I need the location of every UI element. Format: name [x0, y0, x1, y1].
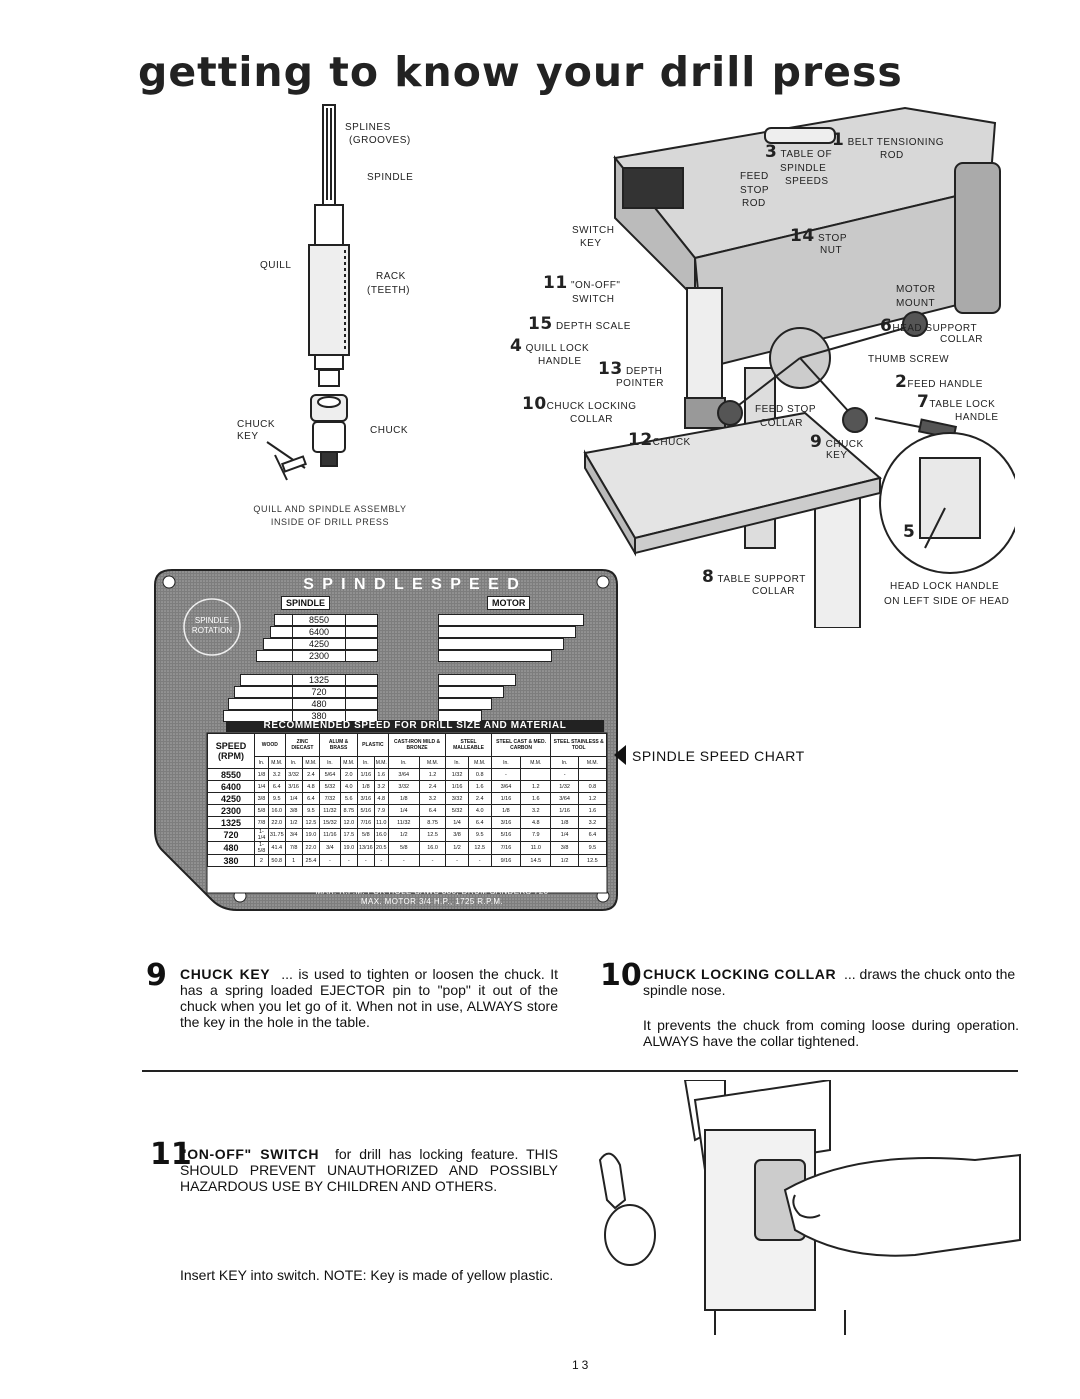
table-cell: 3/8	[446, 829, 468, 842]
table-cell: 12.5	[578, 855, 606, 867]
table-cell: 5/32	[320, 781, 341, 793]
table-cell: 4.8	[302, 781, 320, 793]
label-on-off-switch: SWITCH	[572, 294, 615, 305]
table-cell: 2	[255, 855, 269, 867]
label-chuck-locking-collar: COLLAR	[570, 414, 614, 425]
label-head-support: 6HEAD SUPPORT	[880, 316, 978, 336]
unit-header: In.	[285, 757, 302, 769]
table-cell: 15/32	[320, 817, 341, 829]
table-cell: 4.0	[468, 805, 491, 817]
label-quill-lock: 4 QUILL LOCK	[510, 336, 590, 356]
table-cell: 1/32	[551, 781, 578, 793]
material-header: WOOD	[255, 734, 286, 757]
motor-tag: MOTOR	[487, 596, 530, 610]
table-cell: 1/8	[357, 781, 374, 793]
section-11-number: 11	[150, 1137, 192, 1172]
table-row	[208, 793, 607, 805]
table-cell: 7/8	[285, 842, 302, 855]
table-cell: 16.0	[374, 829, 388, 842]
label-depth: 13 DEPTH	[598, 359, 663, 379]
table-cell: 1.2	[521, 781, 551, 793]
table-cell: 19.0	[302, 829, 320, 842]
table-cell: -	[374, 855, 388, 867]
section-11-text: "ON-OFF" SWITCH for drill has locking feature. THIS SHOULD PREVENT UNAUTHORIZED AND POSSIBLY HAZARDOUS USE BY CHILDREN AND OTHERS.	[180, 1146, 558, 1194]
table-row	[208, 855, 607, 867]
table-cell: 1/32	[446, 769, 468, 781]
spindle-speed-value: 480	[292, 698, 346, 710]
table-cell: 50.8	[268, 855, 285, 867]
table-row	[208, 769, 607, 781]
material-header: ALUM & BRASS	[320, 734, 358, 757]
label-chuck: 12CHUCK	[628, 430, 691, 450]
material-header: STEEL MALLEABLE	[446, 734, 491, 757]
rpm-cell: 8550	[208, 769, 255, 781]
label-spindle: SPINDLE	[780, 163, 827, 174]
table-cell: 3/32	[388, 781, 419, 793]
table-cell: 12.5	[302, 817, 320, 829]
label-chuck-locking: 10CHUCK LOCKING	[522, 394, 637, 414]
unit-header: M.M.	[521, 757, 551, 769]
table-cell: 3.2	[419, 793, 446, 805]
table-row	[208, 829, 607, 842]
table-cell: 5/16	[357, 805, 374, 817]
page-number: 13	[572, 1358, 592, 1372]
spindle-speed-chart-caption: SPINDLE SPEED CHART	[632, 748, 805, 764]
rotation-label-2: ROTATION	[191, 626, 233, 635]
table-cell: 11/32	[388, 817, 419, 829]
table-cell: 1/2	[446, 842, 468, 855]
label-rod: ROD	[880, 150, 904, 161]
table-cell: -	[551, 769, 578, 781]
table-cell: 1/16	[491, 793, 520, 805]
table-cell: 6.4	[419, 805, 446, 817]
table-cell: 1.2	[578, 793, 606, 805]
table-cell: 1/2	[388, 829, 419, 842]
table-cell: 1.6	[521, 793, 551, 805]
table-cell: 7/32	[320, 793, 341, 805]
table-cell: 12.5	[419, 829, 446, 842]
splines-label: SPLINES	[345, 122, 391, 133]
label-feed-handle: 2FEED HANDLE	[895, 372, 983, 392]
arrow-left-icon	[612, 744, 628, 766]
motor-step-bar	[438, 626, 576, 638]
table-cell: -	[468, 855, 491, 867]
table-cell: 3.2	[578, 817, 606, 829]
table-cell: 5/8	[357, 829, 374, 842]
table-cell: 12.0	[340, 817, 357, 829]
chuck-label: CHUCK	[370, 425, 409, 436]
table-cell: 9.5	[578, 842, 606, 855]
rpm-cell: 6400	[208, 781, 255, 793]
table-cell: 6.4	[468, 817, 491, 829]
rack-label: RACK	[376, 271, 406, 282]
label-head-support-collar: COLLAR	[940, 334, 984, 345]
table-cell: 11.0	[374, 817, 388, 829]
table-cell: 5/64	[320, 769, 341, 781]
table-cell: 3/16	[285, 781, 302, 793]
table-cell: 9.5	[302, 805, 320, 817]
table-cell: 2.4	[302, 769, 320, 781]
table-row	[208, 817, 607, 829]
table-cell: 16.0	[419, 842, 446, 855]
spindle-speed-value: 6400	[292, 626, 346, 638]
label-chuck-key: 9 CHUCK	[810, 432, 864, 452]
table-cell: -	[491, 769, 520, 781]
table-cell: 1/2	[551, 855, 578, 867]
material-header: CAST-IRON MILD & BRONZE	[388, 734, 446, 757]
label-mount: MOUNT	[896, 298, 936, 309]
speed-plate-footer-2: MAX. MOTOR 3/4 H.P., 1725 R.P.M.	[360, 897, 504, 906]
teeth-label: (TEETH)	[367, 285, 410, 296]
label-stop: STOP	[740, 185, 770, 196]
spindle-label: SPINDLE	[367, 172, 414, 183]
table-cell: 1/4	[255, 781, 269, 793]
motor-step-bar	[438, 686, 504, 698]
table-cell: 3/64	[491, 781, 520, 793]
table-cell: 1/4	[388, 805, 419, 817]
table-cell: 3/16	[491, 817, 520, 829]
recommended-speed-title: RECOMMENDED SPEED FOR DRILL SIZE AND MATERIAL	[263, 720, 567, 731]
table-row	[208, 805, 607, 817]
label-feed-stop-collar: COLLAR	[760, 418, 804, 429]
rpm-cell: 720	[208, 829, 255, 842]
table-row	[208, 781, 607, 793]
label-nut: NUT	[820, 245, 843, 256]
table-cell: 7/8	[255, 817, 269, 829]
table-cell: 1.6	[468, 781, 491, 793]
table-cell: 2.4	[419, 781, 446, 793]
chuck-key-label: CHUCK KEY	[237, 419, 276, 442]
table-row	[208, 842, 607, 855]
table-cell: 3.2	[268, 769, 285, 781]
label-switch: SWITCH	[572, 225, 615, 236]
rotation-label-1: SPINDLE	[194, 616, 230, 625]
table-cell: -	[357, 855, 374, 867]
table-cell: 16.0	[268, 805, 285, 817]
material-header: STEEL STAINLESS & TOOL	[551, 734, 607, 757]
table-cell: 11.0	[521, 842, 551, 855]
table-cell: -	[446, 855, 468, 867]
table-cell: 6.4	[578, 829, 606, 842]
unit-header: M.M.	[302, 757, 320, 769]
table-cell: 9.5	[268, 793, 285, 805]
table-cell: 3/4	[285, 829, 302, 842]
speed-plate-title: S P I N D L E S P E E D	[303, 576, 521, 593]
table-cell: 1/4	[551, 829, 578, 842]
table-cell: 17.5	[340, 829, 357, 842]
table-cell: 11/16	[320, 829, 341, 842]
table-cell: 2.4	[468, 793, 491, 805]
label-table-support-collar: COLLAR	[752, 586, 796, 597]
table-cell: 7/16	[357, 817, 374, 829]
table-cell: 1/16	[551, 805, 578, 817]
table-cell: 7.9	[374, 805, 388, 817]
table-cell: 8.75	[419, 817, 446, 829]
table-cell: 4.8	[374, 793, 388, 805]
unit-header: In.	[446, 757, 468, 769]
table-cell: 13/16	[357, 842, 374, 855]
unit-header: In.	[491, 757, 520, 769]
table-cell: 1/8	[491, 805, 520, 817]
table-cell: 12.5	[468, 842, 491, 855]
table-cell: 3.2	[521, 805, 551, 817]
table-cell: 1-1/4	[255, 829, 269, 842]
table-cell: 4.0	[340, 781, 357, 793]
label-feed: FEED	[740, 171, 769, 182]
label-table-lock: 7TABLE LOCK	[917, 392, 996, 412]
table-cell: 25.4	[302, 855, 320, 867]
section-9-text: CHUCK KEY ... is used to tighten or loosen the chuck. It has a spring loaded EJECTOR pin to "pop" it out of the chuck when you let go of it. When not in use, ALWAYS store the key in the hole in the table.	[180, 966, 558, 1030]
table-cell	[521, 769, 551, 781]
table-cell: 1/16	[357, 769, 374, 781]
label-table-support: 8 TABLE SUPPORT	[702, 567, 806, 587]
table-cell: 5/32	[446, 805, 468, 817]
unit-header: M.M.	[468, 757, 491, 769]
label-rod2: ROD	[742, 198, 766, 209]
section-10-text: CHUCK LOCKING COLLAR ... draws the chuck onto the spindle nose.	[643, 966, 1016, 998]
spindle-speed-value: 4250	[292, 638, 346, 650]
unit-header: M.M.	[374, 757, 388, 769]
table-cell: 3/64	[388, 769, 419, 781]
table-cell: 2.0	[340, 769, 357, 781]
table-cell: 3/8	[285, 805, 302, 817]
label-table-of-speeds: 3 TABLE OF	[765, 142, 833, 162]
table-cell: 22.0	[268, 817, 285, 829]
table-cell: 31.75	[268, 829, 285, 842]
table-cell: -	[388, 855, 419, 867]
unit-header: M.M.	[340, 757, 357, 769]
table-cell: 11/32	[320, 805, 341, 817]
table-cell: 3/16	[357, 793, 374, 805]
table-cell: 9/16	[491, 855, 520, 867]
label-head-lock-number: 5	[903, 522, 916, 542]
table-cell: 9.5	[468, 829, 491, 842]
table-cell: 7.9	[521, 829, 551, 842]
label-stop-nut: 14 STOP	[790, 226, 847, 246]
table-cell: -	[340, 855, 357, 867]
table-cell: 1.2	[419, 769, 446, 781]
table-cell: 6.4	[302, 793, 320, 805]
label-thumb-screw: THUMB SCREW	[868, 354, 950, 365]
table-cell: 20.5	[374, 842, 388, 855]
rpm-cell: 1325	[208, 817, 255, 829]
grooves-label: (GROOVES)	[349, 135, 411, 146]
switch-key-illustration	[595, 1080, 1025, 1335]
table-cell: 0.8	[468, 769, 491, 781]
table-cell: 3/4	[320, 842, 341, 855]
motor-step-bar	[438, 638, 564, 650]
motor-step-bar	[438, 674, 516, 686]
spindle-speed-value: 1325	[292, 674, 346, 686]
table-cell: 0.8	[578, 781, 606, 793]
rpm-cell: 2300	[208, 805, 255, 817]
table-cell: 1/8	[551, 817, 578, 829]
spindle-speed-value: 720	[292, 686, 346, 698]
speed-plate-footer-1: MAX. R.P.M. FOR HOLE SAWS 380, DRUM SANDERS 720	[315, 887, 549, 896]
table-cell: 14.5	[521, 855, 551, 867]
table-cell: 1/2	[285, 817, 302, 829]
table-cell: 1/8	[388, 793, 419, 805]
unit-header: In.	[357, 757, 374, 769]
rpm-cell: 4250	[208, 793, 255, 805]
table-cell: 19.0	[340, 842, 357, 855]
table-cell: 41.4	[268, 842, 285, 855]
section-10-number: 10	[600, 958, 642, 993]
spindle-speed-value: 380	[292, 710, 346, 722]
table-cell: 5/8	[388, 842, 419, 855]
label-chuck-key-2: KEY	[826, 450, 848, 461]
recommended-speed-table	[207, 733, 607, 867]
material-header: STEEL CAST & MED. CARBON	[491, 734, 551, 757]
label-motor: MOTOR	[896, 284, 936, 295]
label-quill-lock-handle: HANDLE	[538, 356, 582, 367]
table-cell: 1/4	[285, 793, 302, 805]
label-on-off: 11 "ON-OFF"	[543, 273, 621, 293]
table-cell: 3.2	[374, 781, 388, 793]
page-title: getting to know your drill press	[138, 48, 903, 96]
motor-step-bar	[438, 614, 584, 626]
table-cell: 3/32	[446, 793, 468, 805]
table-cell: -	[419, 855, 446, 867]
label-head-lock-side: ON LEFT SIDE OF HEAD	[884, 596, 1010, 607]
table-cell: 7/16	[491, 842, 520, 855]
label-head-lock-handle: HEAD LOCK HANDLE	[890, 581, 1000, 592]
table-cell: 5/8	[255, 805, 269, 817]
assembly-caption-line1: QUILL AND SPINDLE ASSEMBLY	[253, 504, 407, 514]
quill-label: QUILL	[260, 260, 292, 271]
material-header: PLASTIC	[357, 734, 388, 757]
table-cell: 5.6	[340, 793, 357, 805]
spindle-speed-value: 8550	[292, 614, 346, 626]
unit-header: In.	[255, 757, 269, 769]
label-depth-scale: 15 DEPTH SCALE	[528, 314, 631, 334]
unit-header: In.	[320, 757, 341, 769]
table-cell: 6.4	[268, 781, 285, 793]
table-cell: 3/32	[285, 769, 302, 781]
table-cell: 1/4	[446, 817, 468, 829]
table-cell: 1.6	[578, 805, 606, 817]
assembly-caption-line2: INSIDE OF DRILL PRESS	[270, 517, 390, 527]
section-10-text-2: It prevents the chuck from coming loose during operation. ALWAYS have the collar tightened.	[643, 1017, 1019, 1049]
table-cell: 5/16	[491, 829, 520, 842]
label-pointer: POINTER	[616, 378, 664, 389]
unit-header: M.M.	[578, 757, 606, 769]
rpm-cell: 480	[208, 842, 255, 855]
table-cell: 3/64	[551, 793, 578, 805]
label-table-lock-handle: HANDLE	[955, 412, 999, 423]
unit-header: M.M.	[268, 757, 285, 769]
unit-header: In.	[388, 757, 419, 769]
table-cell: -	[320, 855, 341, 867]
table-cell: 1/16	[446, 781, 468, 793]
spindle-speed-value: 2300	[292, 650, 346, 662]
table-cell: 1.6	[374, 769, 388, 781]
section-9-number: 9	[146, 958, 167, 993]
label-feed-stop: FEED STOP	[755, 404, 816, 415]
table-cell: 1/8	[255, 769, 269, 781]
motor-step-bar	[438, 650, 552, 662]
unit-header: M.M.	[419, 757, 446, 769]
motor-step-bar	[438, 698, 492, 710]
table-cell: 4.8	[521, 817, 551, 829]
material-header: ZINC DIECAST	[285, 734, 320, 757]
section-divider	[142, 1070, 1018, 1072]
label-belt-tensioning: 1 BELT TENSIONING	[832, 130, 945, 150]
table-cell: 3/8	[551, 842, 578, 855]
section-11-text-2: Insert KEY into switch. NOTE: Key is made of yellow plastic.	[180, 1267, 554, 1283]
spindle-tag: SPINDLE	[281, 596, 330, 610]
table-cell	[578, 769, 606, 781]
rpm-cell: 380	[208, 855, 255, 867]
label-speeds: SPEEDS	[785, 176, 829, 187]
unit-header: In.	[551, 757, 578, 769]
speed-rpm-header: SPEED (RPM)	[208, 734, 255, 769]
table-cell: 1-5/8	[255, 842, 269, 855]
table-cell: 3/8	[255, 793, 269, 805]
table-cell: 1	[285, 855, 302, 867]
spindle-speed-plate	[152, 565, 622, 915]
label-key: KEY	[580, 238, 602, 249]
table-cell: 22.0	[302, 842, 320, 855]
table-cell: 8.75	[340, 805, 357, 817]
